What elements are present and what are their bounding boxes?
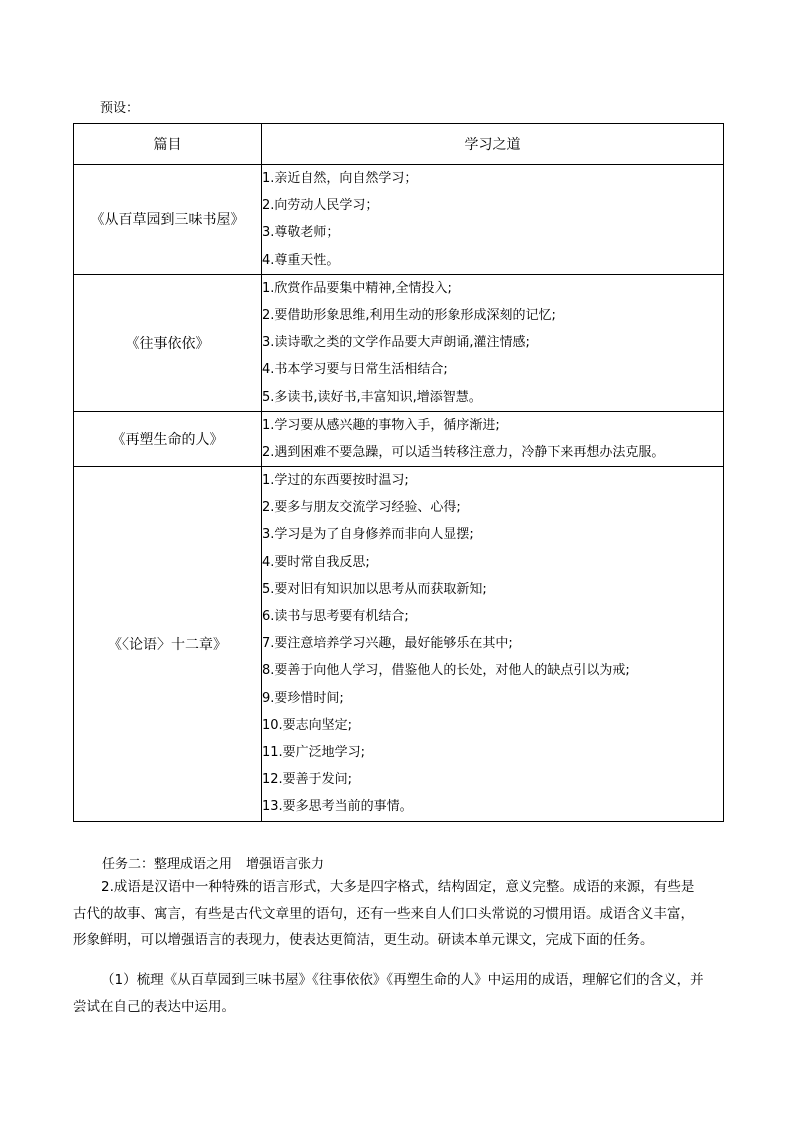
list-item: 9.要珍惜时间; [262, 690, 344, 706]
list-item: 3.学习是为了自身修养而非向人显摆; [262, 527, 474, 543]
header-method: 学习之道 [262, 124, 724, 165]
task-heading [102, 853, 324, 872]
paragraph-line: 2.成语是汉语中一种特殊的语言形式，大多是四字格式，结构固定，意义完整。成语的来源，有些是 [101, 879, 695, 895]
list-item: 2.要多与朋友交流学习经验、心得; [262, 500, 461, 516]
paragraph-line: （1）梳理《从百草园到三味书屋》《往事依依》《再塑生命的人》中运用的成语，理解它们的含义，并 [101, 972, 704, 988]
list-item: 7.要注意培养学习兴趣，最好能够乐在其中; [262, 636, 513, 652]
paragraph-line: 尝试在自己的表达中运用。 [73, 998, 235, 1015]
list-item: 12.要善于发问; [262, 772, 353, 788]
table-row [74, 165, 724, 275]
row-title: 《往事依依》 [74, 274, 262, 411]
task-label: 任务二：整理成语之用 [102, 857, 233, 872]
row-title: 《〈论语〉十二章》 [74, 467, 262, 821]
task-subtitle: 增强语言张力 [246, 857, 325, 872]
table-row [74, 467, 724, 821]
row-items [262, 411, 724, 466]
paragraph-line: 形象鲜明，可以增强语言的表现力，使表达更简洁，更生动。研读本单元课文，完成下面的任务。 [73, 932, 654, 948]
paragraph-task [73, 967, 733, 1020]
list-item: 1.学过的东西要按时温习; [262, 473, 409, 489]
list-item: 2.向劳动人民学习； [262, 198, 379, 214]
paragraph-intro [73, 874, 733, 954]
row-items [262, 274, 724, 411]
list-item: 13.要多思考当前的事情。 [262, 799, 413, 815]
header-title: 篇目 [74, 124, 262, 165]
row-title: 《再塑生命的人》 [74, 411, 262, 466]
list-item: 1.学习要从感兴趣的事物入手，循序渐进; [262, 417, 500, 433]
preset-label: 预设： [100, 101, 140, 116]
list-item: 8.要善于向他人学习，借鉴他人的长处，对他人的缺点引以为戒; [262, 663, 630, 679]
row-items [262, 467, 724, 821]
list-item: 1.亲近自然，向自然学习； [262, 171, 418, 186]
list-item: 5.多读书,读好书,丰富知识,增添智慧。 [262, 389, 482, 405]
list-item: 2.遇到困难不要急躁，可以适当转移注意力，冷静下来再想办法克服。 [262, 444, 665, 460]
list-item: 4.书本学习要与日常生活相结合; [262, 362, 448, 378]
list-item: 2.要借助形象思维,利用生动的形象形成深刻的记忆; [262, 307, 556, 323]
list-item: 11.要广泛地学习; [262, 744, 366, 760]
row-items [262, 165, 724, 275]
study-table [73, 123, 724, 822]
table-row [74, 411, 724, 466]
list-item: 1.欣赏作品要集中精神,全情投入; [262, 280, 452, 296]
list-item: 10.要志向坚定; [262, 717, 353, 733]
list-item: 4.尊重天性。 [262, 252, 340, 268]
table-header-row [74, 124, 724, 165]
list-item: 3.尊敬老师； [262, 225, 340, 241]
list-item: 3.读诗歌之类的文学作品要大声朗诵,灌注情感; [262, 335, 530, 351]
table-row [74, 274, 724, 411]
list-item: 6.读书与思考要有机结合; [262, 609, 409, 624]
row-title: 《从百草园到三味书屋》 [74, 165, 262, 275]
list-item: 4.要时常自我反思; [262, 554, 370, 570]
paragraph-line: 古代的故事、寓言，有些是古代文章里的语句，还有一些来自人们口头常说的习惯用语。成语含义丰富， [73, 905, 694, 922]
list-item: 5.要对旧有知识加以思考从而获取新知; [262, 581, 487, 597]
